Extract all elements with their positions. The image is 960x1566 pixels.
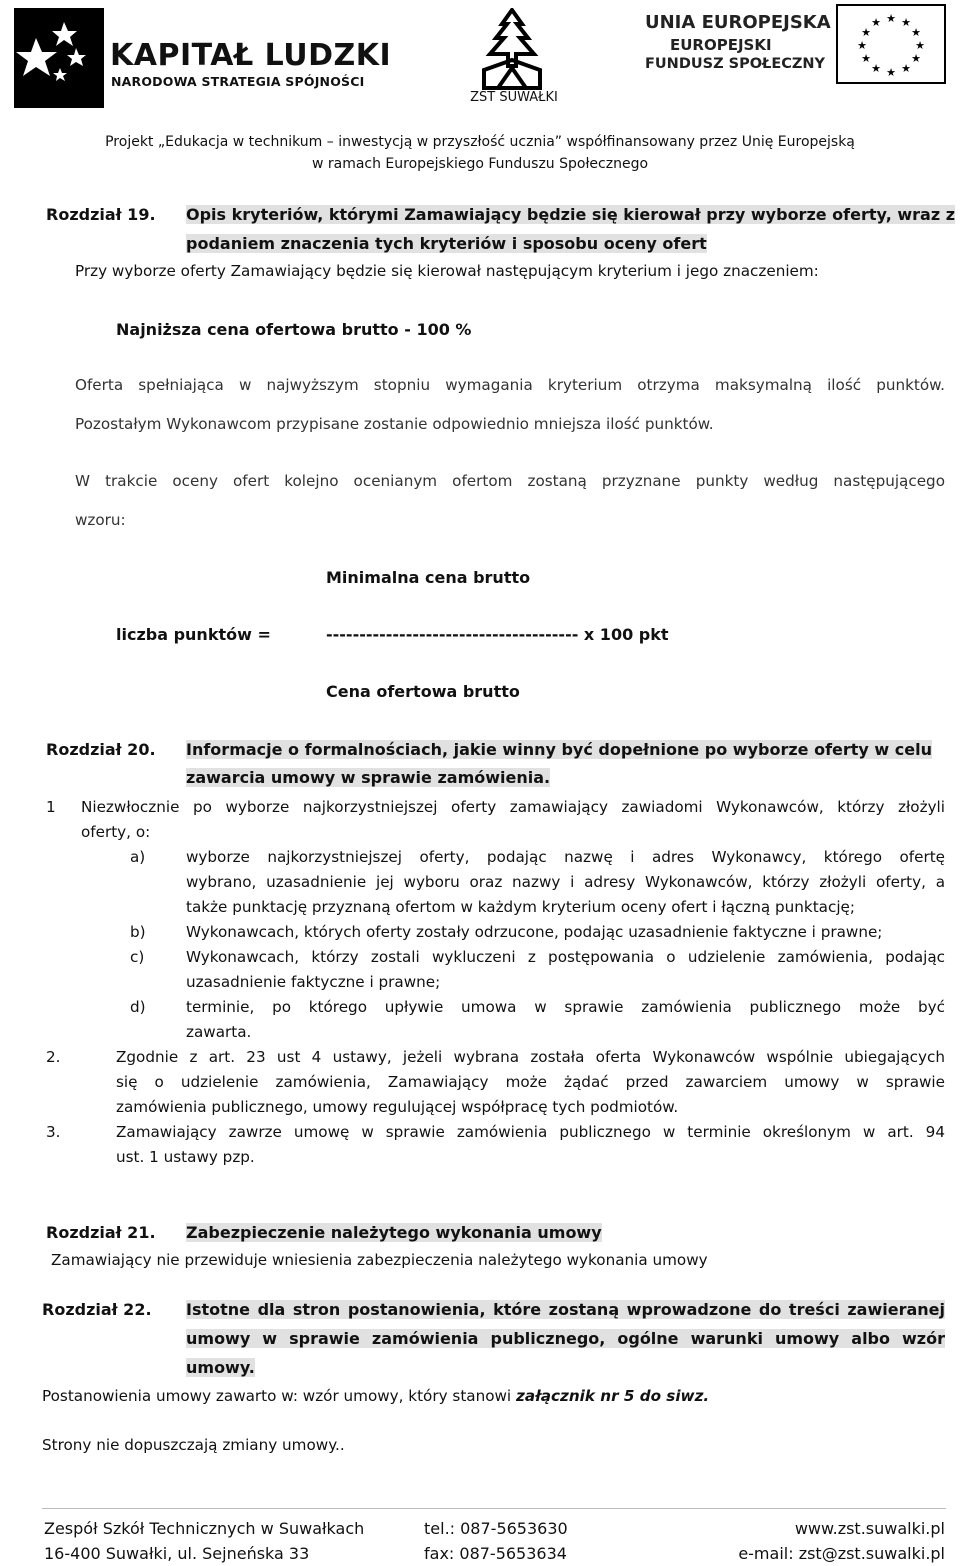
formula-denominator: Cena ofertowa brutto: [326, 682, 520, 701]
ch19-criterion: Najniższa cena ofertowa brutto - 100 %: [116, 320, 472, 339]
sub-b-label: b): [130, 923, 146, 941]
ch22-title-text-1: Istotne dla stron postanowienia, które zostaną wprowadzone do treści zawieranej: [186, 1300, 945, 1319]
ch22-title-line-3: [186, 1355, 255, 1380]
footer-address: 16-400 Suwałki, ul. Sejneńska 33: [44, 1544, 310, 1563]
kl-subtitle: NARODOWA STRATEGIA SPÓJNOŚCI: [111, 74, 365, 89]
ch20-title-line-2: [186, 765, 550, 790]
svg-text:★: ★: [901, 16, 911, 29]
ch20-item2-line-2: się o udzielenie zamówienia, Zamawiający może żądać przed zawarciem umowy w sprawie: [116, 1073, 945, 1091]
ch21-label: Rozdział 21.: [46, 1223, 156, 1242]
ch22-text-prefix: Postanowienia umowy zawarto w: wzór umowy, który stanowi: [42, 1387, 516, 1405]
ch22-text: [42, 1384, 709, 1409]
ch19-title-line-2: [186, 231, 707, 256]
sub-c-line-1: Wykonawcach, którzy zostali wykluczeni z postępowania o udzielenie zamówienia, podając: [186, 948, 945, 966]
ch19-para1-line-1: Oferta spełniająca w najwyższym stopniu wymagania kryterium otrzyma maksymalną ilość punktów.: [75, 376, 945, 394]
ch22-title-line-2: [186, 1326, 945, 1351]
ch19-title-line-1: [186, 202, 955, 227]
ch22-title-text-2: umowy w sprawie zamówienia publicznego, ogólne warunki umowy albo wzór: [186, 1329, 945, 1348]
ch21-title-text: Zabezpieczenie należytego wykonania umowy: [186, 1223, 602, 1242]
sub-c-line-2: uzasadnienie faktyczne i prawne;: [186, 973, 441, 991]
ch20-item2-num: 2.: [46, 1048, 61, 1066]
kapital-ludzki-emblem-icon: [14, 8, 104, 108]
eu-line3: FUNDUSZ SPOŁECZNY: [645, 56, 826, 72]
sub-d-line-2: zawarta.: [186, 1023, 252, 1041]
svg-text:★: ★: [886, 12, 896, 25]
kapital-ludzki-logo: [14, 8, 394, 108]
svg-text:★: ★: [911, 52, 921, 65]
ch20-item3-line-1: Zamawiający zawrze umowę w sprawie zamówienia publicznego w terminie określonym w art. 94: [116, 1123, 945, 1141]
svg-text:★: ★: [861, 26, 871, 39]
footer-school: Zespół Szkół Technicznych w Suwałkach: [44, 1519, 365, 1538]
project-line-1: Projekt „Edukacja w technikum – inwestycją w przyszłość ucznia” współfinansowany przez Unię Europejską: [105, 134, 855, 150]
formula-fraction-line: -------------------------------------- x 100 pkt: [326, 625, 669, 644]
ch22-title-text-3: umowy.: [186, 1358, 255, 1377]
sub-d-line-1: terminie, po którego upływie umowa w sprawie zamówienia publicznego może być: [186, 998, 945, 1016]
formula-numerator: Minimalna cena brutto: [326, 568, 531, 587]
sub-d-label: d): [130, 998, 146, 1016]
school-logo: [462, 8, 562, 108]
kl-title: KAPITAŁ LUDZKI: [110, 38, 392, 73]
ch20-item3-line-2: ust. 1 ustawy pzp.: [116, 1148, 255, 1166]
ch21-title: [186, 1220, 602, 1245]
ch19-para2-line-2: wzoru:: [75, 511, 126, 529]
ch19-title-text-2: podaniem znaczenia tych kryteriów i sposobu oceny ofert: [186, 234, 707, 253]
footer-email[interactable]: e-mail: zst@zst.suwalki.pl: [738, 1544, 945, 1563]
eu-logo: [645, 10, 950, 100]
ch20-item3-num: 3.: [46, 1123, 61, 1141]
sub-b-line-1: Wykonawcach, których oferty zostały odrzucone, podając uzasadnienie faktyczne i prawne;: [186, 923, 883, 941]
ch19-title-text-1: Opis kryteriów, którymi Zamawiający będzie się kierował przy wyborze oferty, wraz z: [186, 205, 956, 224]
ch20-title-text-2: zawarcia umowy w sprawie zamówienia.: [186, 768, 551, 787]
footer-fax: fax: 087-5653634: [424, 1544, 567, 1563]
ch22-text-2: Strony nie dopuszczają zmiany umowy..: [42, 1436, 345, 1454]
svg-text:★: ★: [901, 62, 911, 75]
svg-text:★: ★: [886, 66, 896, 79]
sub-a-label: a): [130, 848, 146, 866]
svg-text:★: ★: [857, 39, 867, 52]
svg-text:★: ★: [861, 52, 871, 65]
ch20-item1-line-2: oferty, o:: [81, 823, 151, 841]
footer-tel: tel.: 087-5653630: [424, 1519, 568, 1538]
sub-a-line-3: także punktację przyznaną ofertom w każdym kryterium oceny ofert i łączną punktację;: [186, 898, 856, 916]
ch22-title-line-1: [186, 1297, 945, 1322]
ch19-para2-line-1: W trakcie oceny ofert kolejno ocenianym ofertom zostaną przyznane punkty według następującego: [75, 472, 945, 490]
ch19-intro: Przy wyborze oferty Zamawiający będzie się kierował następującym kryterium i jego znaczeniem:: [75, 262, 819, 280]
ch21-text: Zamawiający nie przewiduje wniesienia zabezpieczenia należytego wykonania umowy: [51, 1251, 708, 1269]
sub-a-line-2: wybrano, uzasadnienie jej wyboru oraz nazwy i adresy Wykonawców, którzy złożyli oferty, a: [186, 873, 945, 891]
ch20-label: Rozdział 20.: [46, 740, 156, 759]
svg-text:★: ★: [871, 16, 881, 29]
project-line-2: w ramach Europejskiego Funduszu Społecznego: [311, 156, 649, 172]
ch22-label: Rozdział 22.: [42, 1300, 152, 1319]
sub-c-label: c): [130, 948, 145, 966]
ch20-item2-line-1: Zgodnie z art. 23 ust 4 ustawy, jeżeli wybrana została oferta Wykonawców wspólnie ubiegających: [116, 1048, 945, 1066]
ch20-item1-num: 1: [46, 798, 56, 816]
eu-flag-icon: [836, 4, 946, 84]
eu-line2: EUROPEJSKI: [670, 36, 772, 54]
ch20-item2-line-3: zamówienia publicznego, umowy regulującej współpracę tych podmiotów.: [116, 1098, 679, 1116]
footer-www[interactable]: www.zst.suwalki.pl: [794, 1519, 945, 1538]
sub-a-line-1: wyborze najkorzystniejszej oferty, podając nazwę i adres Wykonawcy, którego ofertę: [186, 848, 945, 866]
ch20-title-text-1: Informacje o formalnościach, jakie winny być dopełnione po wyborze oferty w celu: [186, 740, 932, 759]
ch20-item1-line-1: Niezwłocznie po wyborze najkorzystniejszej oferty zamawiający zawiadomi Wykonawców, którzy złożyli: [81, 798, 945, 816]
formula-lhs: liczba punktów =: [116, 625, 271, 644]
svg-text:★: ★: [915, 39, 925, 52]
eu-line1: UNIA EUROPEJSKA: [645, 12, 831, 33]
ch19-para1-line-2: Pozostałym Wykonawcom przypisane zostanie odpowiednio mniejsza ilość punktów.: [75, 415, 714, 433]
school-caption: ZST SUWAŁKI: [470, 90, 558, 105]
svg-text:★: ★: [871, 62, 881, 75]
ch20-title-line-1: [186, 737, 932, 762]
ch19-label: Rozdział 19.: [46, 205, 156, 224]
zst-emblem-icon: [470, 8, 554, 90]
footer-rule: [42, 1508, 946, 1509]
svg-text:★: ★: [911, 26, 921, 39]
attachment-reference: załącznik nr 5 do siwz.: [515, 1387, 710, 1405]
